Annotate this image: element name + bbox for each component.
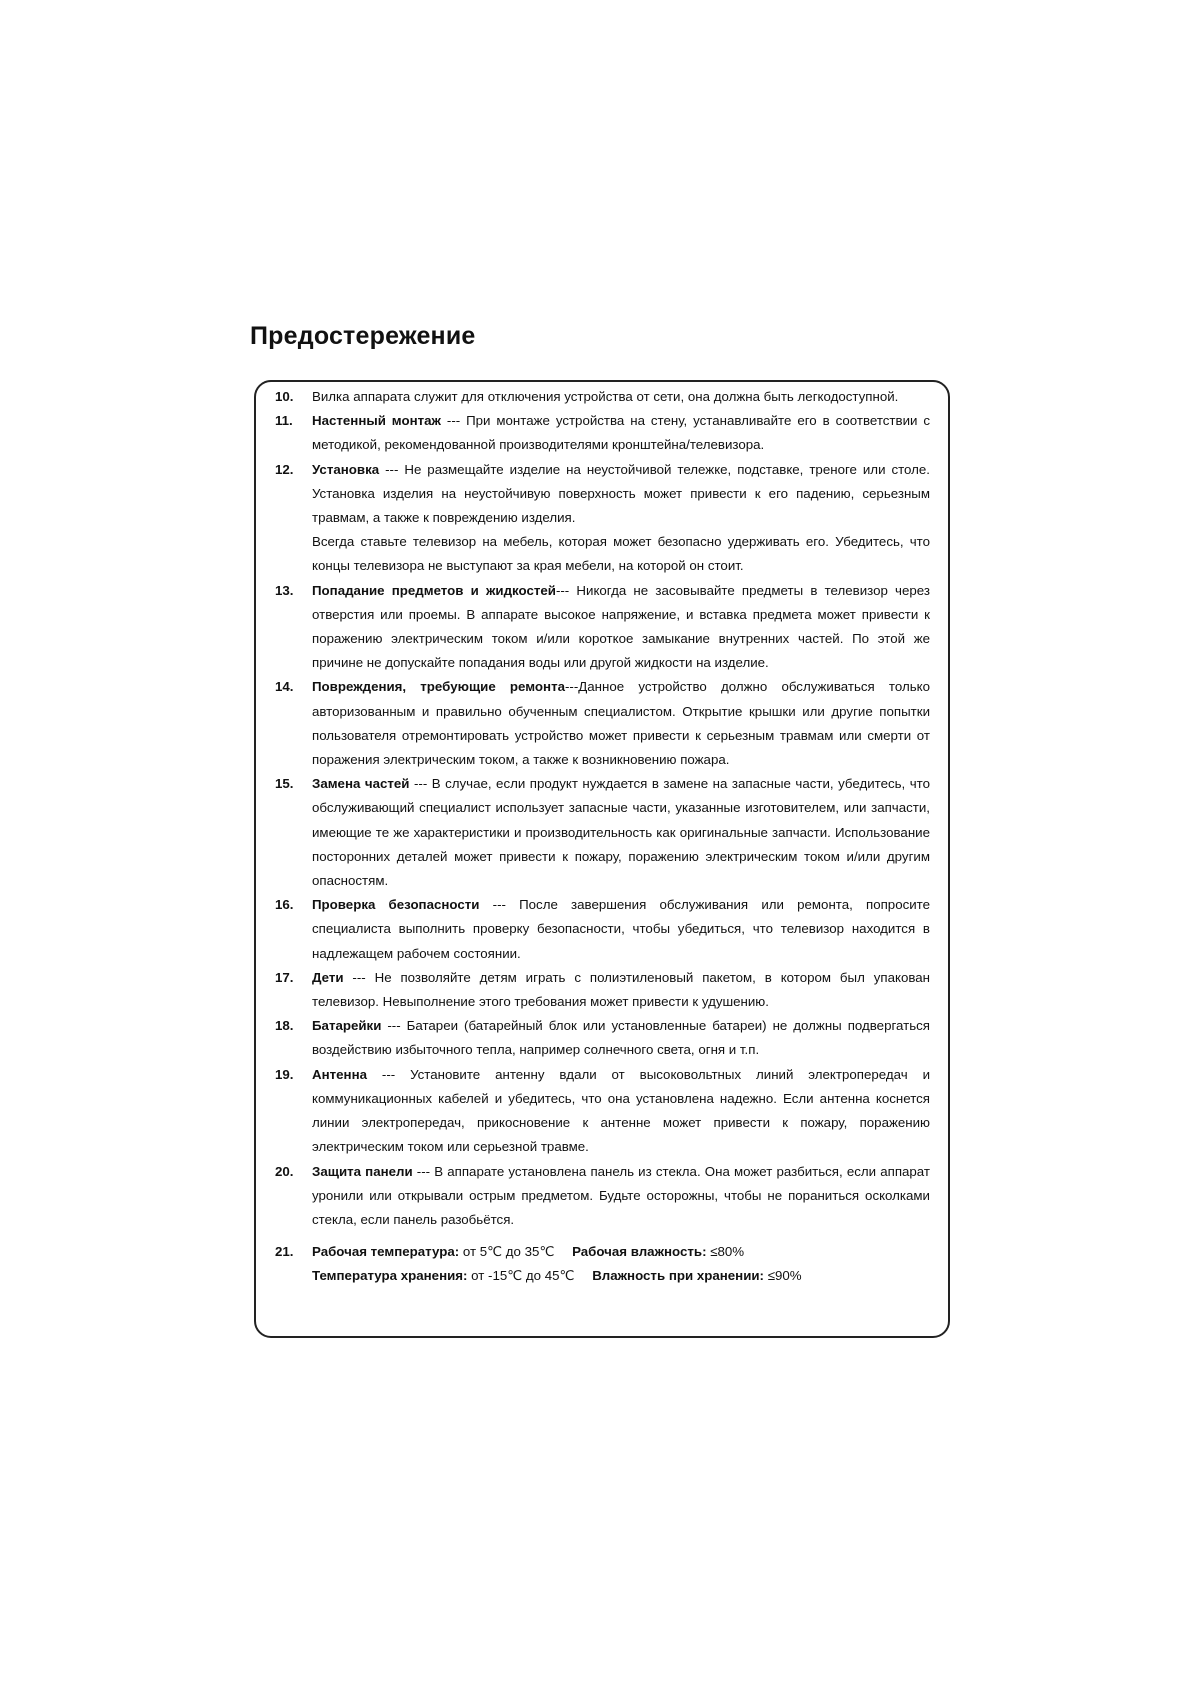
item-body [312,385,930,409]
op-temp-label: Рабочая температура: [312,1244,460,1260]
item-number: 20. [275,1163,294,1179]
item-body [312,1063,930,1160]
list-item [275,675,930,772]
item-paragraph [312,772,930,893]
list-item [275,579,930,676]
item-heading: Батарейки [312,1018,382,1034]
list-item [275,458,930,579]
precautions-list [275,385,930,1289]
op-humidity-value: ≤80% [710,1244,745,1260]
op-temp-value: от 5℃ до 35℃ [462,1244,555,1260]
item-number: 10. [275,389,294,404]
item-paragraph [312,458,930,531]
item-text: --- Не размещайте изделие на неустойчивой тележке, подставке, треноге или столе. Установка изделия на неустойчивую поверхность может привести к его падению, серьезным травмам, а также к повреждению изделия. [312,461,930,526]
list-item [275,409,930,457]
item-text: --- В случае, если продукт нуждается в замене на запасные части, убедитесь, что обслуживающий специалист использует запасные части, указанные изготовителем, или запчасти, имеющие те же характеристики и производительность как оригинальные запчасти. Использование посторонних деталей может привести к пожару, поражению электрическим током и/или другим опасностям. [312,776,930,889]
specs-body [312,1240,930,1288]
list-item [275,966,930,1014]
item-paragraph [312,579,930,676]
specs-item [275,1240,930,1288]
storage-humidity-value: ≤90% [767,1268,802,1284]
item-number: 13. [275,582,294,598]
item-text: --- В аппарате установлена панель из стекла. Она может разбиться, если аппарат уронили или открывали острым предметом. Будьте осторожны, чтобы не пораниться осколками стекла, если панель разобьётся. [312,1163,930,1227]
list-item [275,1160,930,1233]
item-paragraph [312,675,930,772]
item-number: 16. [275,897,294,913]
item-paragraph [312,1014,930,1062]
list-item [275,1014,930,1062]
item-number: 18. [275,1018,294,1034]
item-number: 17. [275,969,294,985]
item-text: --- Установите антенну вдали от высоковольтных линий электропередач и коммуникационных кабелей и убедитесь, что она установлена надежно. Если антенна коснется линии электропередач, прикосновение к антенне может привести к пожару, поражению электрическим током или серьезной травме. [312,1066,930,1155]
operating-conditions [312,1240,930,1264]
item-heading: Попадание предметов и жидкостей [312,582,556,598]
item-heading: Дети [312,969,344,985]
item-text: ---Данное устройство должно обслуживаться только авторизованным и правильно обученным специалистом. Открытие крышки или другие попытки пользователя отремонтировать устройство может привести к серьезным травмам или смерти от поражения электрическим током, а также к возникновению пожара. [312,679,930,768]
item-text: --- Не позволяйте детям играть с полиэтиленовый пакетом, в котором был упакован телевизор. Невыполнение этого требования может привести к удушению. [312,969,930,1010]
item-paragraph [312,385,930,409]
item-heading: Проверка безопасности [312,897,480,913]
item-number: 11. [275,413,293,429]
item-body [312,579,930,676]
item-heading: Настенный монтаж [312,413,441,429]
item-number: 21. [275,1244,294,1260]
item-text: --- После завершения обслуживания или ремонта, попросите специалиста выполнить проверку безопасности, чтобы убедиться, что телевизор находится в надлежащем рабочем состоянии. [312,897,930,961]
item-body [312,458,930,579]
item-number: 19. [275,1066,294,1082]
item-heading: Установка [312,461,380,477]
item-paragraph [312,1063,930,1160]
storage-temp-value: от -15℃ до 45℃ [471,1268,575,1284]
item-text: --- Батареи (батарейный блок или установленные батареи) не должны подвергаться воздействию избыточного тепла, например солнечного света, огня и т.п. [312,1018,930,1058]
storage-conditions [312,1264,930,1288]
item-text: --- При монтаже устройства на стену, устанавливайте его в соответствии с методикой, рекомендованной производителями кронштейна/телевизора. [312,413,930,453]
list-item [275,893,930,966]
page-title: Предостережение [250,322,476,350]
item-heading: Защита панели [312,1163,413,1179]
item-text: --- Никогда не засовывайте предметы в телевизор через отверстия или проемы. В аппарате высокое напряжение, и вставка предмета может привести к поражению электрическим током и/или короткое замыкание внутренних частей. По этой же причине не допускайте попадания воды или другой жидкости на изделие. [312,582,930,671]
item-body [312,675,930,772]
item-paragraph [312,966,930,1014]
item-body [312,772,930,893]
list-item [275,772,930,893]
list-item [275,385,930,409]
item-body [312,1014,930,1062]
storage-temp-label: Температура хранения: [312,1268,468,1284]
item-body [312,1160,930,1233]
item-text: Всегда ставьте телевизор на мебель, которая может безопасно удерживать его. Убедитесь, что концы телевизора не выступают за края мебели, на которой он стоит. [312,534,930,574]
op-humidity-label: Рабочая влажность: [572,1244,707,1260]
item-body [312,893,930,966]
item-number: 12. [275,461,294,477]
item-body [312,409,930,457]
item-heading: Замена частей [312,776,410,792]
item-heading: Повреждения, требующие ремонта [312,679,565,695]
item-number: 15. [275,776,294,792]
item-paragraph [312,530,930,578]
item-paragraph [312,1160,930,1233]
item-paragraph [312,409,930,457]
item-text: Вилка аппарата служит для отключения устройства от сети, она должна быть легкодоступной. [312,389,899,404]
list-item [275,1063,930,1160]
storage-humidity-label: Влажность при хранении: [592,1268,764,1284]
item-heading: Антенна [312,1066,367,1082]
item-paragraph [312,893,930,966]
item-body [312,966,930,1014]
item-number: 14. [275,679,294,695]
